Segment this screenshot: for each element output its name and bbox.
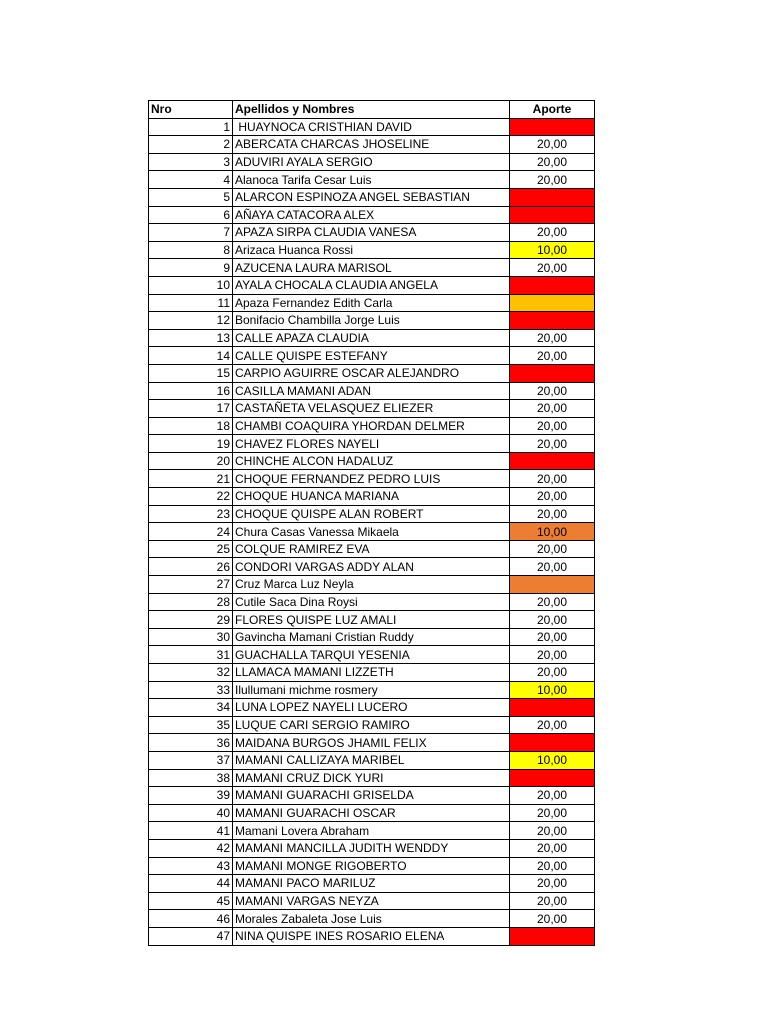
row-aporte [510,118,595,136]
row-aporte: 20,00 [510,505,595,523]
row-aporte: 20,00 [510,892,595,910]
row-name: HUAYNOCA CRISTHIAN DAVID [233,118,510,136]
row-name: Cutile Saca Dina Roysi [233,593,510,611]
row-aporte [510,699,595,717]
row-aporte: 20,00 [510,628,595,646]
row-number: 22 [149,488,233,506]
table-row [149,435,595,453]
row-number: 39 [149,787,233,805]
table-row [149,259,595,277]
row-aporte: 20,00 [510,857,595,875]
row-name: AZUCENA LAURA MARISOL [233,259,510,277]
row-number: 45 [149,892,233,910]
row-name: MAIDANA BURGOS JHAMIL FELIX [233,734,510,752]
row-name: MAMANI MONGE RIGOBERTO [233,857,510,875]
table-row [149,294,595,312]
table-row [149,118,595,136]
row-name: MAMANI GUARACHI OSCAR [233,804,510,822]
row-aporte: 20,00 [510,787,595,805]
table-row [149,312,595,330]
row-number: 8 [149,241,233,259]
table-row [149,769,595,787]
row-number: 16 [149,382,233,400]
row-number: 25 [149,540,233,558]
row-number: 9 [149,259,233,277]
row-name: CALLE APAZA CLAUDIA [233,329,510,347]
table-row [149,488,595,506]
row-name: CONDORI VARGAS ADDY ALAN [233,558,510,576]
table-row [149,364,595,382]
table-row [149,839,595,857]
row-number: 47 [149,927,233,945]
table-row [149,751,595,769]
row-name: LLAMACA MAMANI LIZZETH [233,664,510,682]
row-name: AÑAYA CATACORA ALEX [233,206,510,224]
row-aporte: 20,00 [510,804,595,822]
row-aporte: 20,00 [510,716,595,734]
row-number: 36 [149,734,233,752]
row-aporte: 20,00 [510,646,595,664]
row-name: GUACHALLA TARQUI YESENIA [233,646,510,664]
table-row [149,558,595,576]
header-row [149,101,595,119]
row-name: Apaza Fernandez Edith Carla [233,294,510,312]
row-name: CHOQUE FERNANDEZ PEDRO LUIS [233,470,510,488]
row-name: CHAVEZ FLORES NAYELI [233,435,510,453]
table-row [149,787,595,805]
table-row [149,681,595,699]
row-number: 7 [149,224,233,242]
table-row [149,875,595,893]
row-number: 15 [149,364,233,382]
table-row [149,505,595,523]
table-row [149,136,595,154]
row-name: CASILLA MAMANI ADAN [233,382,510,400]
row-name: Chura Casas Vanessa Mikaela [233,523,510,541]
row-name: ALARCON ESPINOZA ANGEL SEBASTIAN [233,188,510,206]
row-number: 29 [149,611,233,629]
table-row [149,417,595,435]
row-name: CALLE QUISPE ESTEFANY [233,347,510,365]
table-row [149,576,595,594]
row-name: LUNA LOPEZ NAYELI LUCERO [233,699,510,717]
row-number: 3 [149,153,233,171]
header-aporte: Aporte [510,101,595,119]
row-number: 24 [149,523,233,541]
table-row [149,822,595,840]
row-number: 12 [149,312,233,330]
row-aporte: 20,00 [510,593,595,611]
row-number: 17 [149,400,233,418]
table-row [149,171,595,189]
row-number: 4 [149,171,233,189]
row-aporte: 20,00 [510,435,595,453]
row-aporte [510,188,595,206]
row-number: 5 [149,188,233,206]
table-row [149,628,595,646]
row-aporte [510,452,595,470]
table-row [149,452,595,470]
row-aporte: 20,00 [510,400,595,418]
row-number: 41 [149,822,233,840]
header-name: Apellidos y Nombres [233,101,510,119]
row-number: 46 [149,910,233,928]
table-row [149,927,595,945]
row-name: MAMANI VARGAS NEYZA [233,892,510,910]
row-name: COLQUE RAMIREZ EVA [233,540,510,558]
row-aporte: 10,00 [510,751,595,769]
row-aporte [510,294,595,312]
row-number: 28 [149,593,233,611]
row-name: MAMANI PACO MARILUZ [233,875,510,893]
row-number: 31 [149,646,233,664]
table-row [149,910,595,928]
row-name: NINA QUISPE INES ROSARIO ELENA [233,927,510,945]
table-row [149,224,595,242]
table-row [149,611,595,629]
row-name: CHINCHE ALCON HADALUZ [233,452,510,470]
row-aporte: 20,00 [510,171,595,189]
row-aporte [510,312,595,330]
row-number: 26 [149,558,233,576]
row-aporte: 10,00 [510,241,595,259]
table-row [149,188,595,206]
row-number: 20 [149,452,233,470]
row-aporte: 20,00 [510,910,595,928]
row-aporte: 20,00 [510,470,595,488]
table-row [149,734,595,752]
row-aporte: 20,00 [510,347,595,365]
table-row [149,804,595,822]
row-number: 21 [149,470,233,488]
row-aporte: 20,00 [510,488,595,506]
row-aporte [510,734,595,752]
row-number: 1 [149,118,233,136]
row-number: 43 [149,857,233,875]
row-number: 27 [149,576,233,594]
row-aporte: 20,00 [510,664,595,682]
table-row [149,470,595,488]
row-name: CHOQUE QUISPE ALAN ROBERT [233,505,510,523]
row-number: 44 [149,875,233,893]
table-row [149,540,595,558]
row-number: 23 [149,505,233,523]
table-row [149,329,595,347]
row-name: Gavincha Mamani Cristian Ruddy [233,628,510,646]
row-name: Arizaca Huanca Rossi [233,241,510,259]
row-aporte: 10,00 [510,523,595,541]
row-name: FLORES QUISPE LUZ AMALI [233,611,510,629]
row-name: ADUVIRI AYALA SERGIO [233,153,510,171]
row-aporte: 20,00 [510,329,595,347]
row-name: CARPIO AGUIRRE OSCAR ALEJANDRO [233,364,510,382]
row-number: 33 [149,681,233,699]
table-row [149,646,595,664]
row-aporte: 20,00 [510,417,595,435]
row-aporte: 20,00 [510,540,595,558]
row-number: 42 [149,839,233,857]
row-name: MAMANI GUARACHI GRISELDA [233,787,510,805]
row-number: 14 [149,347,233,365]
row-name: LUQUE CARI SERGIO RAMIRO [233,716,510,734]
row-aporte: 20,00 [510,259,595,277]
row-number: 11 [149,294,233,312]
table-row [149,276,595,294]
row-name: MAMANI CRUZ DICK YURI [233,769,510,787]
row-number: 19 [149,435,233,453]
row-number: 18 [149,417,233,435]
row-name: CASTAÑETA VELASQUEZ ELIEZER [233,400,510,418]
row-aporte: 20,00 [510,224,595,242]
row-number: 30 [149,628,233,646]
row-aporte: 20,00 [510,558,595,576]
table-row [149,206,595,224]
table-row [149,892,595,910]
row-name: Cruz Marca Luz Neyla [233,576,510,594]
row-aporte: 10,00 [510,681,595,699]
table-row [149,241,595,259]
table-row [149,382,595,400]
row-number: 35 [149,716,233,734]
row-name: Ilullumani michme rosmery [233,681,510,699]
row-aporte: 20,00 [510,875,595,893]
row-number: 32 [149,664,233,682]
row-name: AYALA CHOCALA CLAUDIA ANGELA [233,276,510,294]
row-number: 34 [149,699,233,717]
row-aporte [510,769,595,787]
row-number: 13 [149,329,233,347]
row-name: APAZA SIRPA CLAUDIA VANESA [233,224,510,242]
row-aporte [510,364,595,382]
row-aporte: 20,00 [510,382,595,400]
row-name: Bonifacio Chambilla Jorge Luis [233,312,510,330]
row-name: Alanoca Tarifa Cesar Luis [233,171,510,189]
row-aporte: 20,00 [510,839,595,857]
row-aporte: 20,00 [510,153,595,171]
header-nro: Nro [149,101,233,119]
row-aporte: 20,00 [510,611,595,629]
row-name: Morales Zabaleta Jose Luis [233,910,510,928]
row-number: 37 [149,751,233,769]
row-number: 2 [149,136,233,154]
row-name: CHAMBI COAQUIRA YHORDAN DELMER [233,417,510,435]
row-number: 38 [149,769,233,787]
table-row [149,857,595,875]
table-row [149,153,595,171]
row-number: 40 [149,804,233,822]
row-number: 6 [149,206,233,224]
row-aporte [510,576,595,594]
row-aporte [510,276,595,294]
row-name: MAMANI MANCILLA JUDITH WENDDY [233,839,510,857]
row-aporte: 20,00 [510,136,595,154]
row-name: CHOQUE HUANCA MARIANA [233,488,510,506]
row-name: ABERCATA CHARCAS JHOSELINE [233,136,510,154]
row-aporte: 20,00 [510,822,595,840]
table-row [149,523,595,541]
row-number: 10 [149,276,233,294]
row-aporte [510,927,595,945]
table-row [149,699,595,717]
row-aporte [510,206,595,224]
table-row [149,716,595,734]
contribution-table [148,100,595,946]
table-row [149,664,595,682]
table-row [149,593,595,611]
row-name: MAMANI CALLIZAYA MARIBEL [233,751,510,769]
row-name: Mamani Lovera Abraham [233,822,510,840]
table-row [149,400,595,418]
table-body [149,118,595,945]
table-row [149,347,595,365]
